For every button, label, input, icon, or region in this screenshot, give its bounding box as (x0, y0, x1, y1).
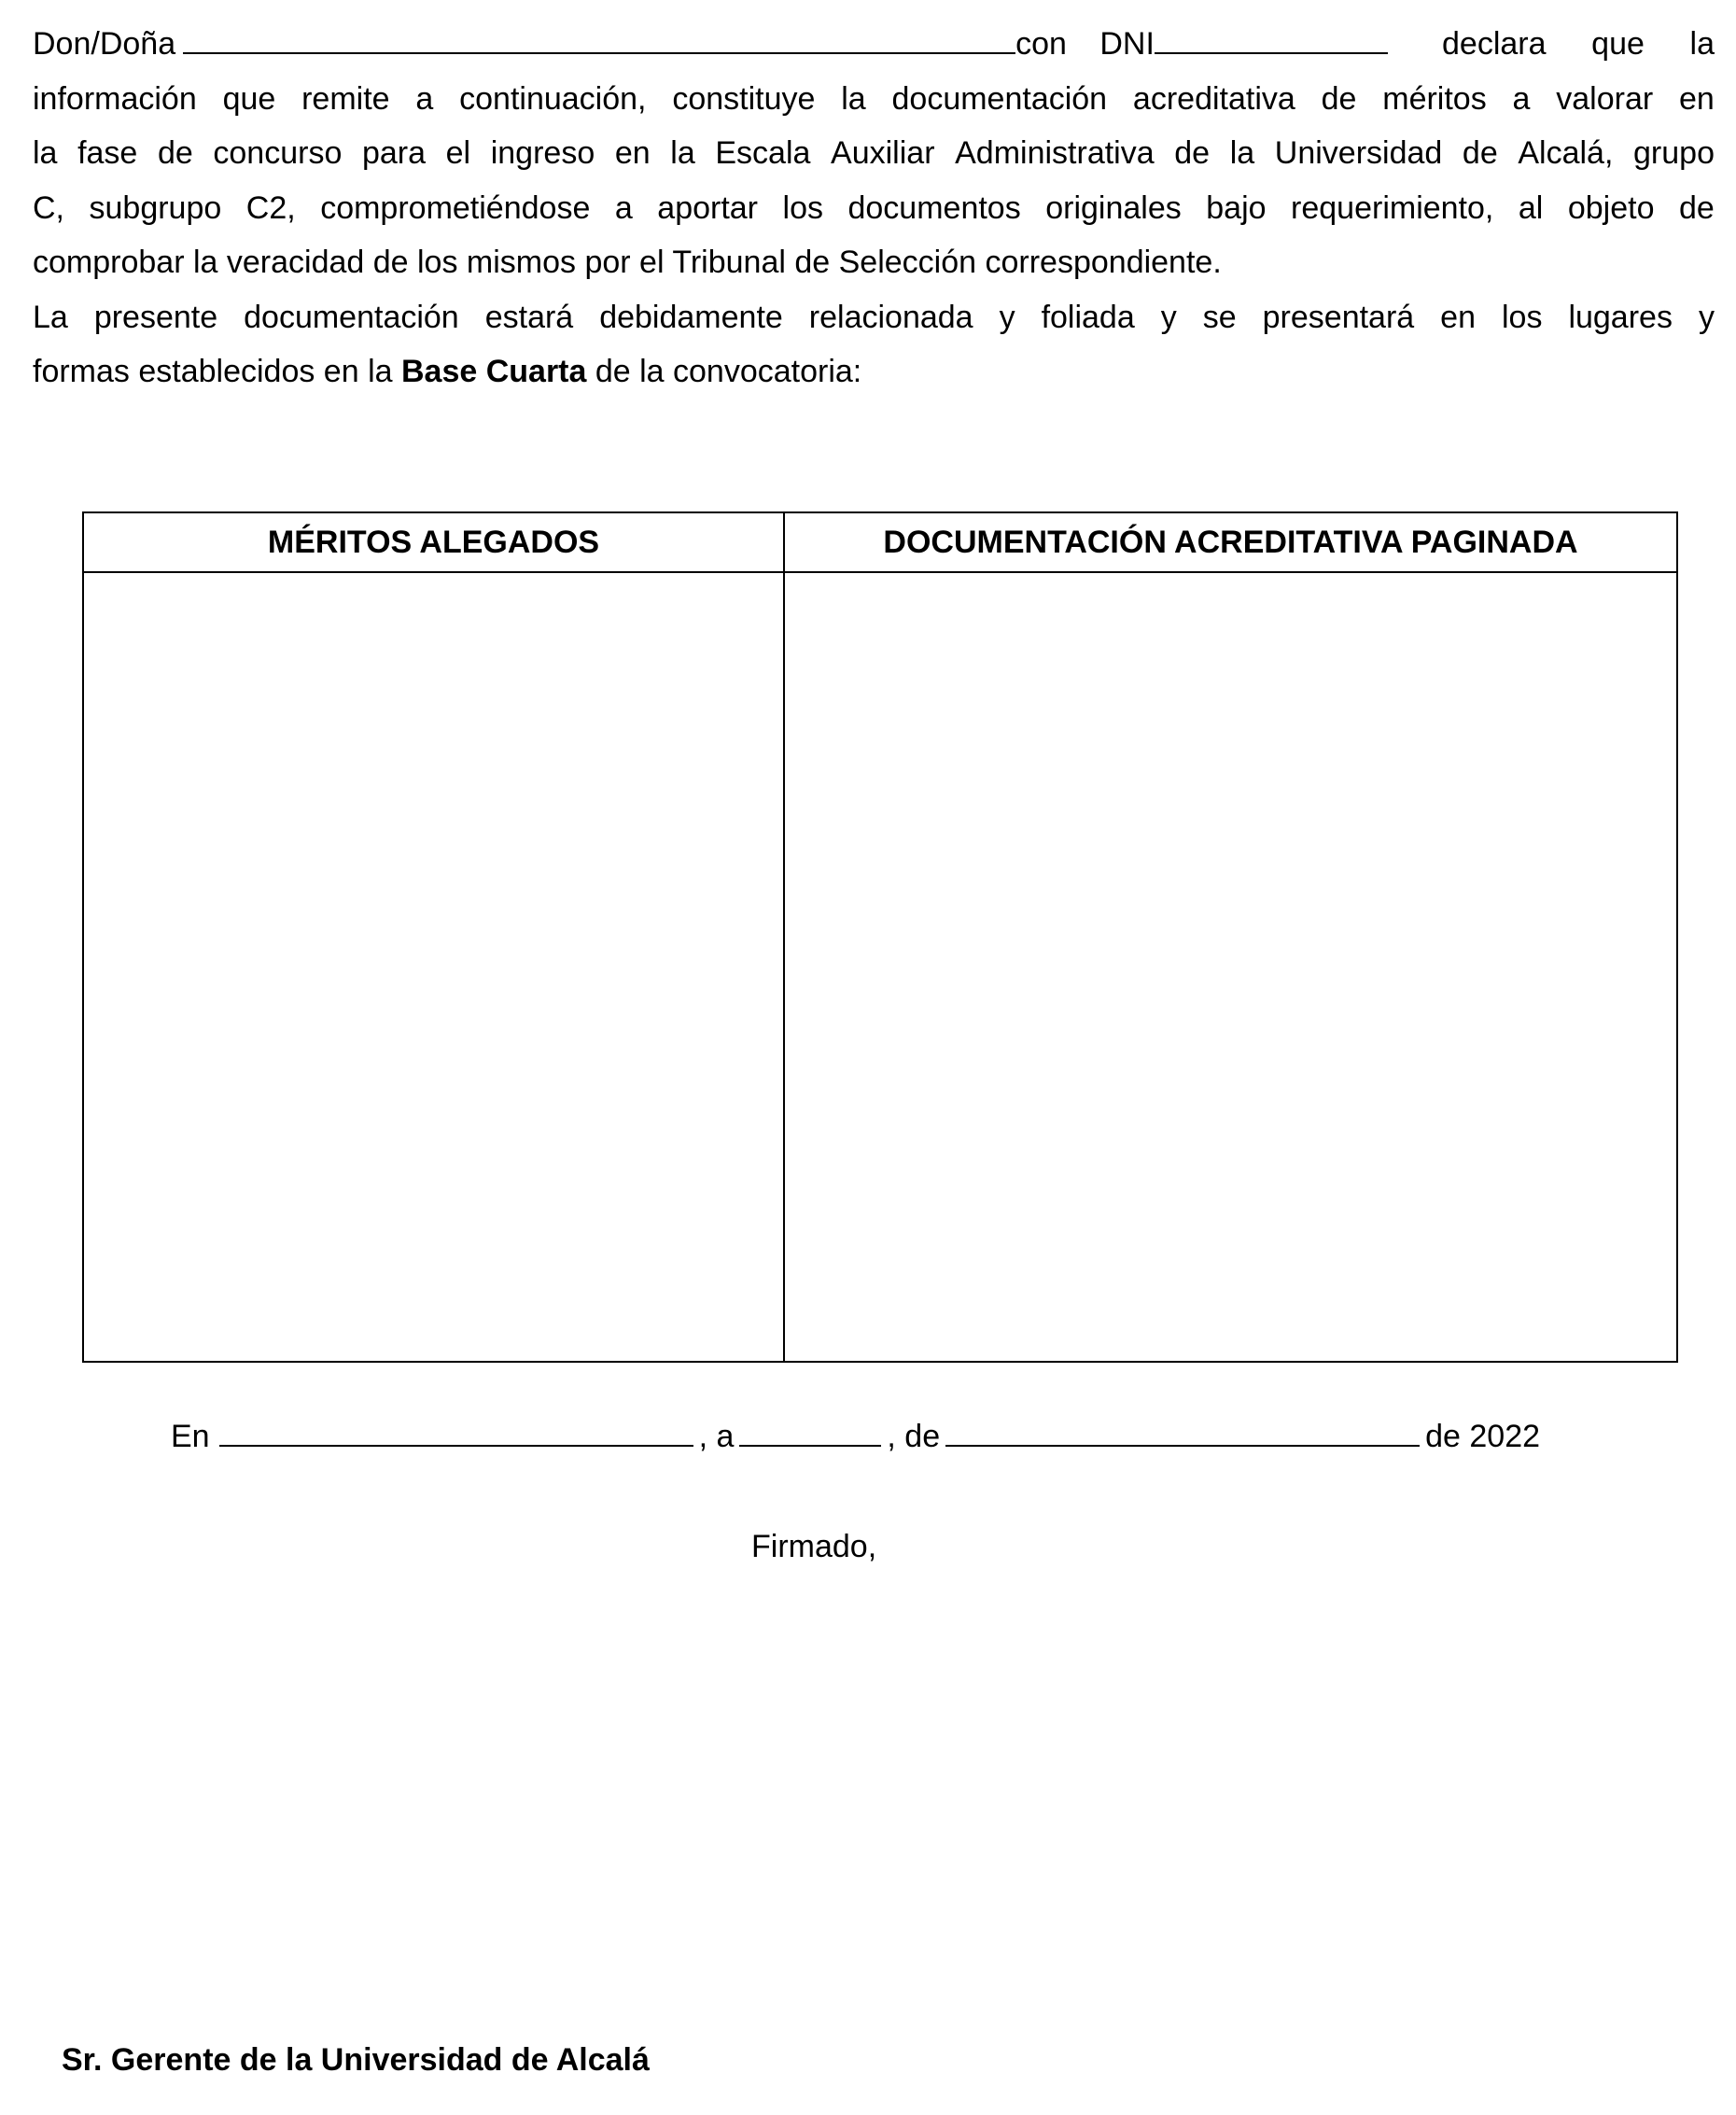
word: que (1591, 26, 1645, 62)
paginated-documentation-cell[interactable] (784, 572, 1677, 1362)
don-dona-label: Don/Doña (33, 26, 176, 62)
merits-alleged-header: MÉRITOS ALEGADOS (83, 512, 784, 572)
word: el (445, 135, 471, 171)
word: de (1321, 80, 1357, 117)
word: los (782, 189, 823, 226)
word: de (157, 135, 193, 171)
word: foliada (1041, 299, 1135, 335)
word: en (614, 135, 651, 171)
word: y (1698, 299, 1715, 335)
line-7-suffix: de la convocatoria: (586, 354, 862, 389)
word: comprometiéndose (320, 189, 591, 226)
word: C2, (245, 189, 296, 226)
word: aportar (657, 189, 759, 226)
word: remite (301, 80, 390, 117)
word: en (1440, 299, 1476, 335)
word: presente (93, 299, 218, 335)
table-row (83, 572, 1677, 1362)
word: al (1518, 189, 1544, 226)
word: la (33, 135, 58, 171)
merits-table (82, 511, 1678, 1363)
table-header-row (83, 512, 1677, 572)
word: declara (1442, 26, 1547, 62)
word: los (1501, 299, 1543, 335)
word: la (1689, 26, 1715, 62)
dni-blank-field[interactable] (1155, 24, 1388, 54)
word: que (222, 80, 276, 117)
paginated-documentation-header: DOCUMENTACIÓN ACREDITATIVA PAGINADA (784, 512, 1677, 572)
word: información (33, 80, 197, 117)
declaration-line-4 (33, 181, 1715, 236)
declaration-line-6 (33, 290, 1715, 345)
word: presentará (1262, 299, 1415, 335)
word: en (1679, 80, 1715, 117)
word: a (415, 80, 434, 117)
place-blank-field[interactable] (219, 1417, 693, 1447)
word: la (841, 80, 866, 117)
declaration-paragraph (33, 17, 1715, 399)
day-blank-field[interactable] (739, 1417, 881, 1447)
word: la (670, 135, 695, 171)
declaration-line-1 (33, 17, 1715, 72)
word: objeto (1567, 189, 1655, 226)
word: Administrativa (955, 135, 1155, 171)
word: de (1678, 189, 1715, 226)
word: la (1229, 135, 1255, 171)
month-blank-field[interactable] (945, 1417, 1420, 1447)
word: La (33, 299, 68, 335)
con-dni-label: con DNI (1015, 26, 1155, 62)
word: a (1512, 80, 1531, 117)
line-7-prefix: formas establecidos en la (33, 354, 401, 389)
word: debidamente (599, 299, 783, 335)
word: y (999, 299, 1015, 335)
de-label: , de (887, 1419, 941, 1454)
word: a (614, 189, 633, 226)
place-date-line (171, 1417, 1540, 1473)
word: C, (33, 189, 64, 226)
signed-label: Firmado, (751, 1529, 877, 1564)
word: subgrupo (89, 189, 222, 226)
word: ingreso (490, 135, 595, 171)
addressee: Sr. Gerente de la Universidad de Alcalá (62, 2042, 650, 2078)
merits-alleged-cell[interactable] (83, 572, 784, 1362)
word: originales (1045, 189, 1182, 226)
word: constituye (672, 80, 816, 117)
word: documentación (891, 80, 1108, 117)
word: Universidad (1274, 135, 1443, 171)
word: lugares (1568, 299, 1673, 335)
en-label: En (171, 1419, 210, 1454)
word: Escala (715, 135, 811, 171)
declaration-line-7 (33, 344, 1715, 399)
word: continuación, (459, 80, 647, 117)
word: y (1160, 299, 1177, 335)
word: de (1462, 135, 1498, 171)
word: relacionada (808, 299, 973, 335)
base-cuarta-reference: Base Cuarta (400, 354, 587, 389)
word: Alcalá, (1518, 135, 1614, 171)
word: fase (77, 135, 138, 171)
declara-words (1442, 17, 1715, 72)
word: méritos (1382, 80, 1487, 117)
word: acreditativa (1132, 80, 1295, 117)
declaration-line-3 (33, 126, 1715, 181)
word: grupo (1633, 135, 1715, 171)
word: bajo (1206, 189, 1267, 226)
word: concurso (213, 135, 343, 171)
word: para (361, 135, 427, 171)
year-label: de 2022 (1425, 1419, 1541, 1454)
name-blank-field[interactable] (183, 24, 1015, 54)
a-label: , a (698, 1419, 735, 1454)
word: se (1202, 299, 1237, 335)
declaration-line-2 (33, 72, 1715, 127)
word: de (1174, 135, 1211, 171)
word: Auxiliar (831, 135, 935, 171)
word: valorar (1556, 80, 1654, 117)
word: documentos (847, 189, 1021, 226)
declaration-line-5: comprobar la veracidad de los mismos por el Tribunal de Selección correspondiente. (33, 245, 1222, 280)
word: requerimiento, (1291, 189, 1494, 226)
word: estará (484, 299, 574, 335)
word: documentación (244, 299, 459, 335)
